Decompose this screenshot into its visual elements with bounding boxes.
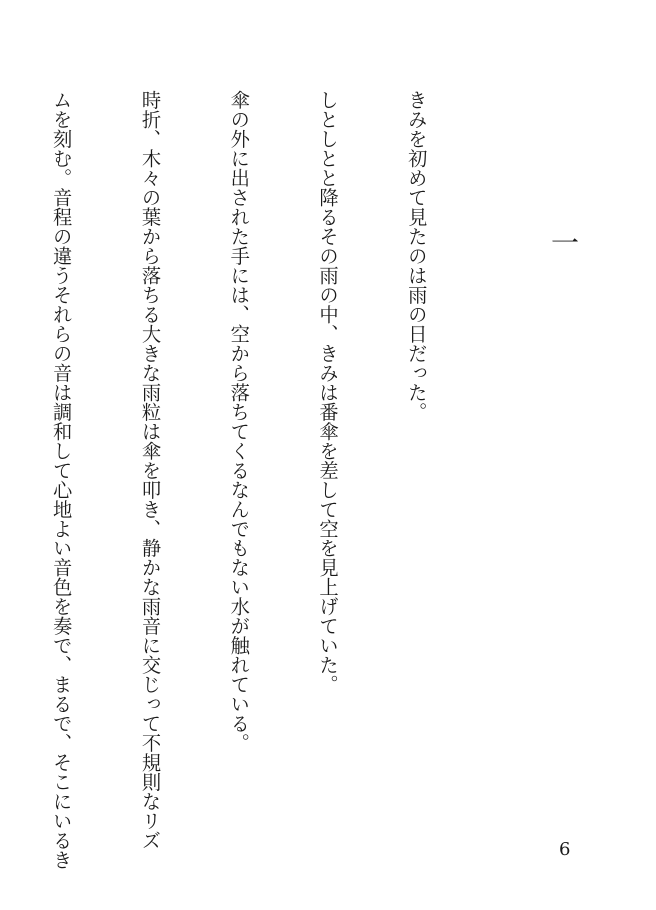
text-line: きみを初めて見たのは雨の日だった。	[404, 90, 428, 422]
chapter-heading: 一	[547, 228, 580, 256]
body-text	[49, 90, 490, 870]
page-number: 6	[559, 839, 571, 860]
text-line: ムを刻む。音程の違うそれらの音は調和して心地よい音色を奏で、まるで、そこにいるき	[49, 90, 73, 870]
text-line: 時折、木々の葉から落ちる大きな雨粒は傘を叩き、静かな雨音に交じって不規則なリズ	[138, 90, 162, 851]
text-line: 傘の外に出された手には、空から落ちてくるなんでもない水が触れている。	[227, 90, 251, 753]
text-line: しとしとと降るその雨の中、きみは番傘を差して空を見上げていた。	[316, 90, 340, 695]
